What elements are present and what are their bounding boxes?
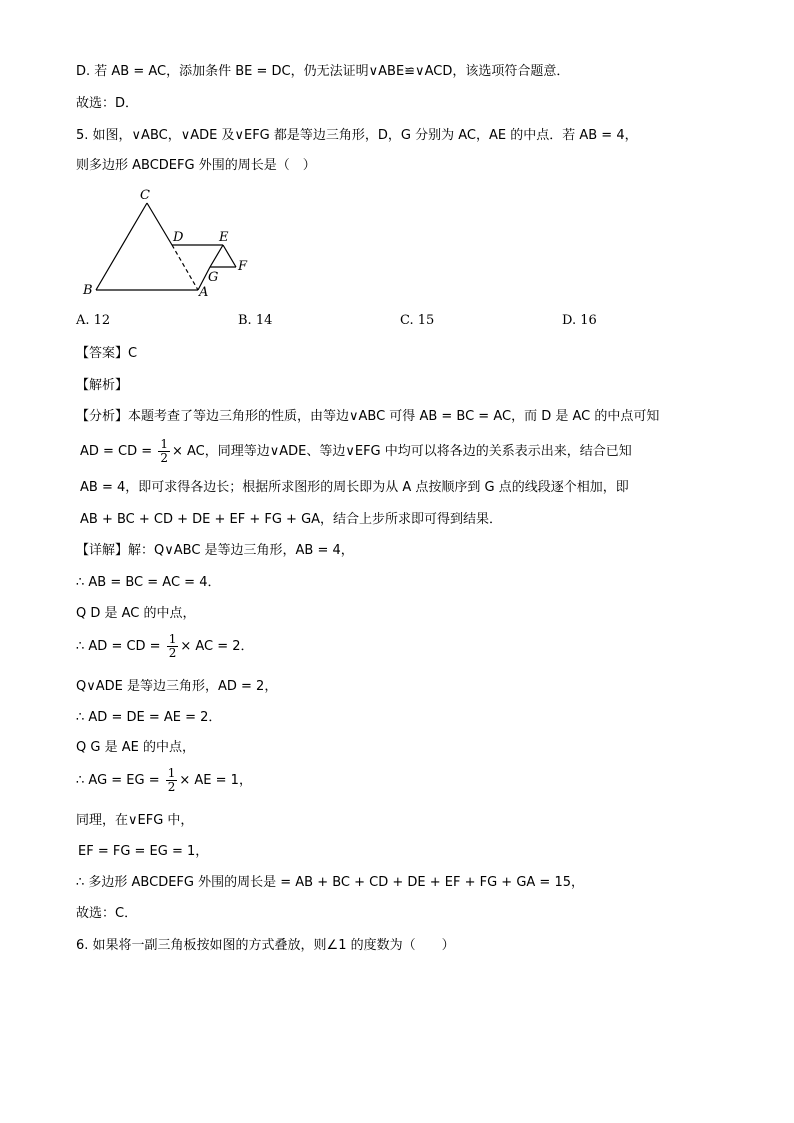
detail-line-8-start: ∴ AG = EG = xyxy=(76,773,164,788)
detail-line-4 xyxy=(76,632,254,662)
detail-line-9: 同理，在∨EFG 中， xyxy=(76,813,194,828)
analysis-line-3: AB = 4，即可求得各边长；根据所求图形的周长即为从 A 点按顺序到 G 点的线段逐个相加，即 xyxy=(80,480,629,495)
option-d: D. 16 xyxy=(562,313,597,328)
detail-line-1: 【详解】解：Q∨ABC 是等边三角形，AB = 4， xyxy=(76,543,354,558)
label-d: D xyxy=(173,230,184,245)
option-c: C. 15 xyxy=(400,313,435,328)
detail-line-8 xyxy=(76,766,252,796)
fraction-half: $\frac{1}{2}$ xyxy=(168,632,177,660)
label-f: F xyxy=(238,259,248,274)
choice-d-result: 故选：D． xyxy=(76,96,139,111)
detail-line-5: Q∨ADE 是等边三角形，AD = 2， xyxy=(76,679,278,694)
detail-line-3: Q D 是 AC 的中点， xyxy=(76,606,196,621)
fraction-half: $\frac{1}{2}$ xyxy=(167,766,176,794)
option-a: A. 12 xyxy=(76,313,111,328)
segment-eg xyxy=(210,245,223,267)
analysis-line-2-rest: × AC，同理等边∨ADE、等边∨EFG 中均可以将各边的关系表示出来，结合已知 xyxy=(171,444,632,459)
fraction-half: $\frac{1}{2}$ xyxy=(160,437,168,465)
detail-line-6: ∴ AD = DE = AE = 2． xyxy=(76,710,222,725)
detail-line-7: Q G 是 AE 的中点， xyxy=(76,740,195,755)
analysis-line-4: AB + BC + CD + DE + EF + FG + GA，结合上步所求即可得到结果． xyxy=(80,512,503,527)
option-d-text: D. 若 AB = AC，添加条件 BE = DC，仍无法证明∨ABE≌∨ACD，该选项符合题意． xyxy=(76,64,570,79)
detail-line-8-rest: × AE = 1， xyxy=(179,773,252,788)
label-e: E xyxy=(219,230,229,245)
label-g: G xyxy=(208,270,219,285)
triangle-figure xyxy=(76,184,276,304)
detail-line-12: 故选：C． xyxy=(76,906,138,921)
question-5-line-1: 5. 如图，∨ABC，∨ADE 及∨EFG 都是等边三角形，D，G 分别为 AC，AE 的中点．若 AB = 4， xyxy=(76,128,638,143)
segment-ef xyxy=(223,245,236,267)
segment-bc xyxy=(96,203,147,290)
detail-line-11: ∴ 多边形 ABCDEFG 外围的周长是 = AB + BC + CD + DE + EF + FG + GA = 15， xyxy=(76,875,585,890)
analysis-heading: 【解析】 xyxy=(76,378,129,393)
detail-line-10: EF = FG = EG = 1， xyxy=(78,844,209,859)
label-c: C xyxy=(140,188,150,203)
label-a: A xyxy=(199,285,209,300)
analysis-line-2 xyxy=(80,437,632,467)
analysis-line-1: 【分析】本题考查了等边三角形的性质，由等边∨ABC 可得 AB = BC = AC，而 D 是 AC 的中点可知 xyxy=(76,409,660,424)
detail-line-4-start: ∴ AD = CD = xyxy=(76,639,165,654)
segment-da-dashed xyxy=(172,245,198,290)
segment-cd xyxy=(147,203,172,245)
label-b: B xyxy=(83,283,93,298)
question-6: 6. 如果将一副三角板按如图的方式叠放，则∠1 的度数为（ ） xyxy=(76,938,455,953)
analysis-line-2-start: AD = CD = xyxy=(80,444,157,459)
question-5-line-2: 则多边形 ABCDEFG 外围的周长是（ ） xyxy=(76,158,316,173)
option-b: B. 14 xyxy=(238,313,273,328)
detail-line-2: ∴ AB = BC = AC = 4． xyxy=(76,575,221,590)
answer-heading: 【答案】C xyxy=(76,346,138,361)
detail-line-4-rest: × AC = 2． xyxy=(180,639,254,654)
